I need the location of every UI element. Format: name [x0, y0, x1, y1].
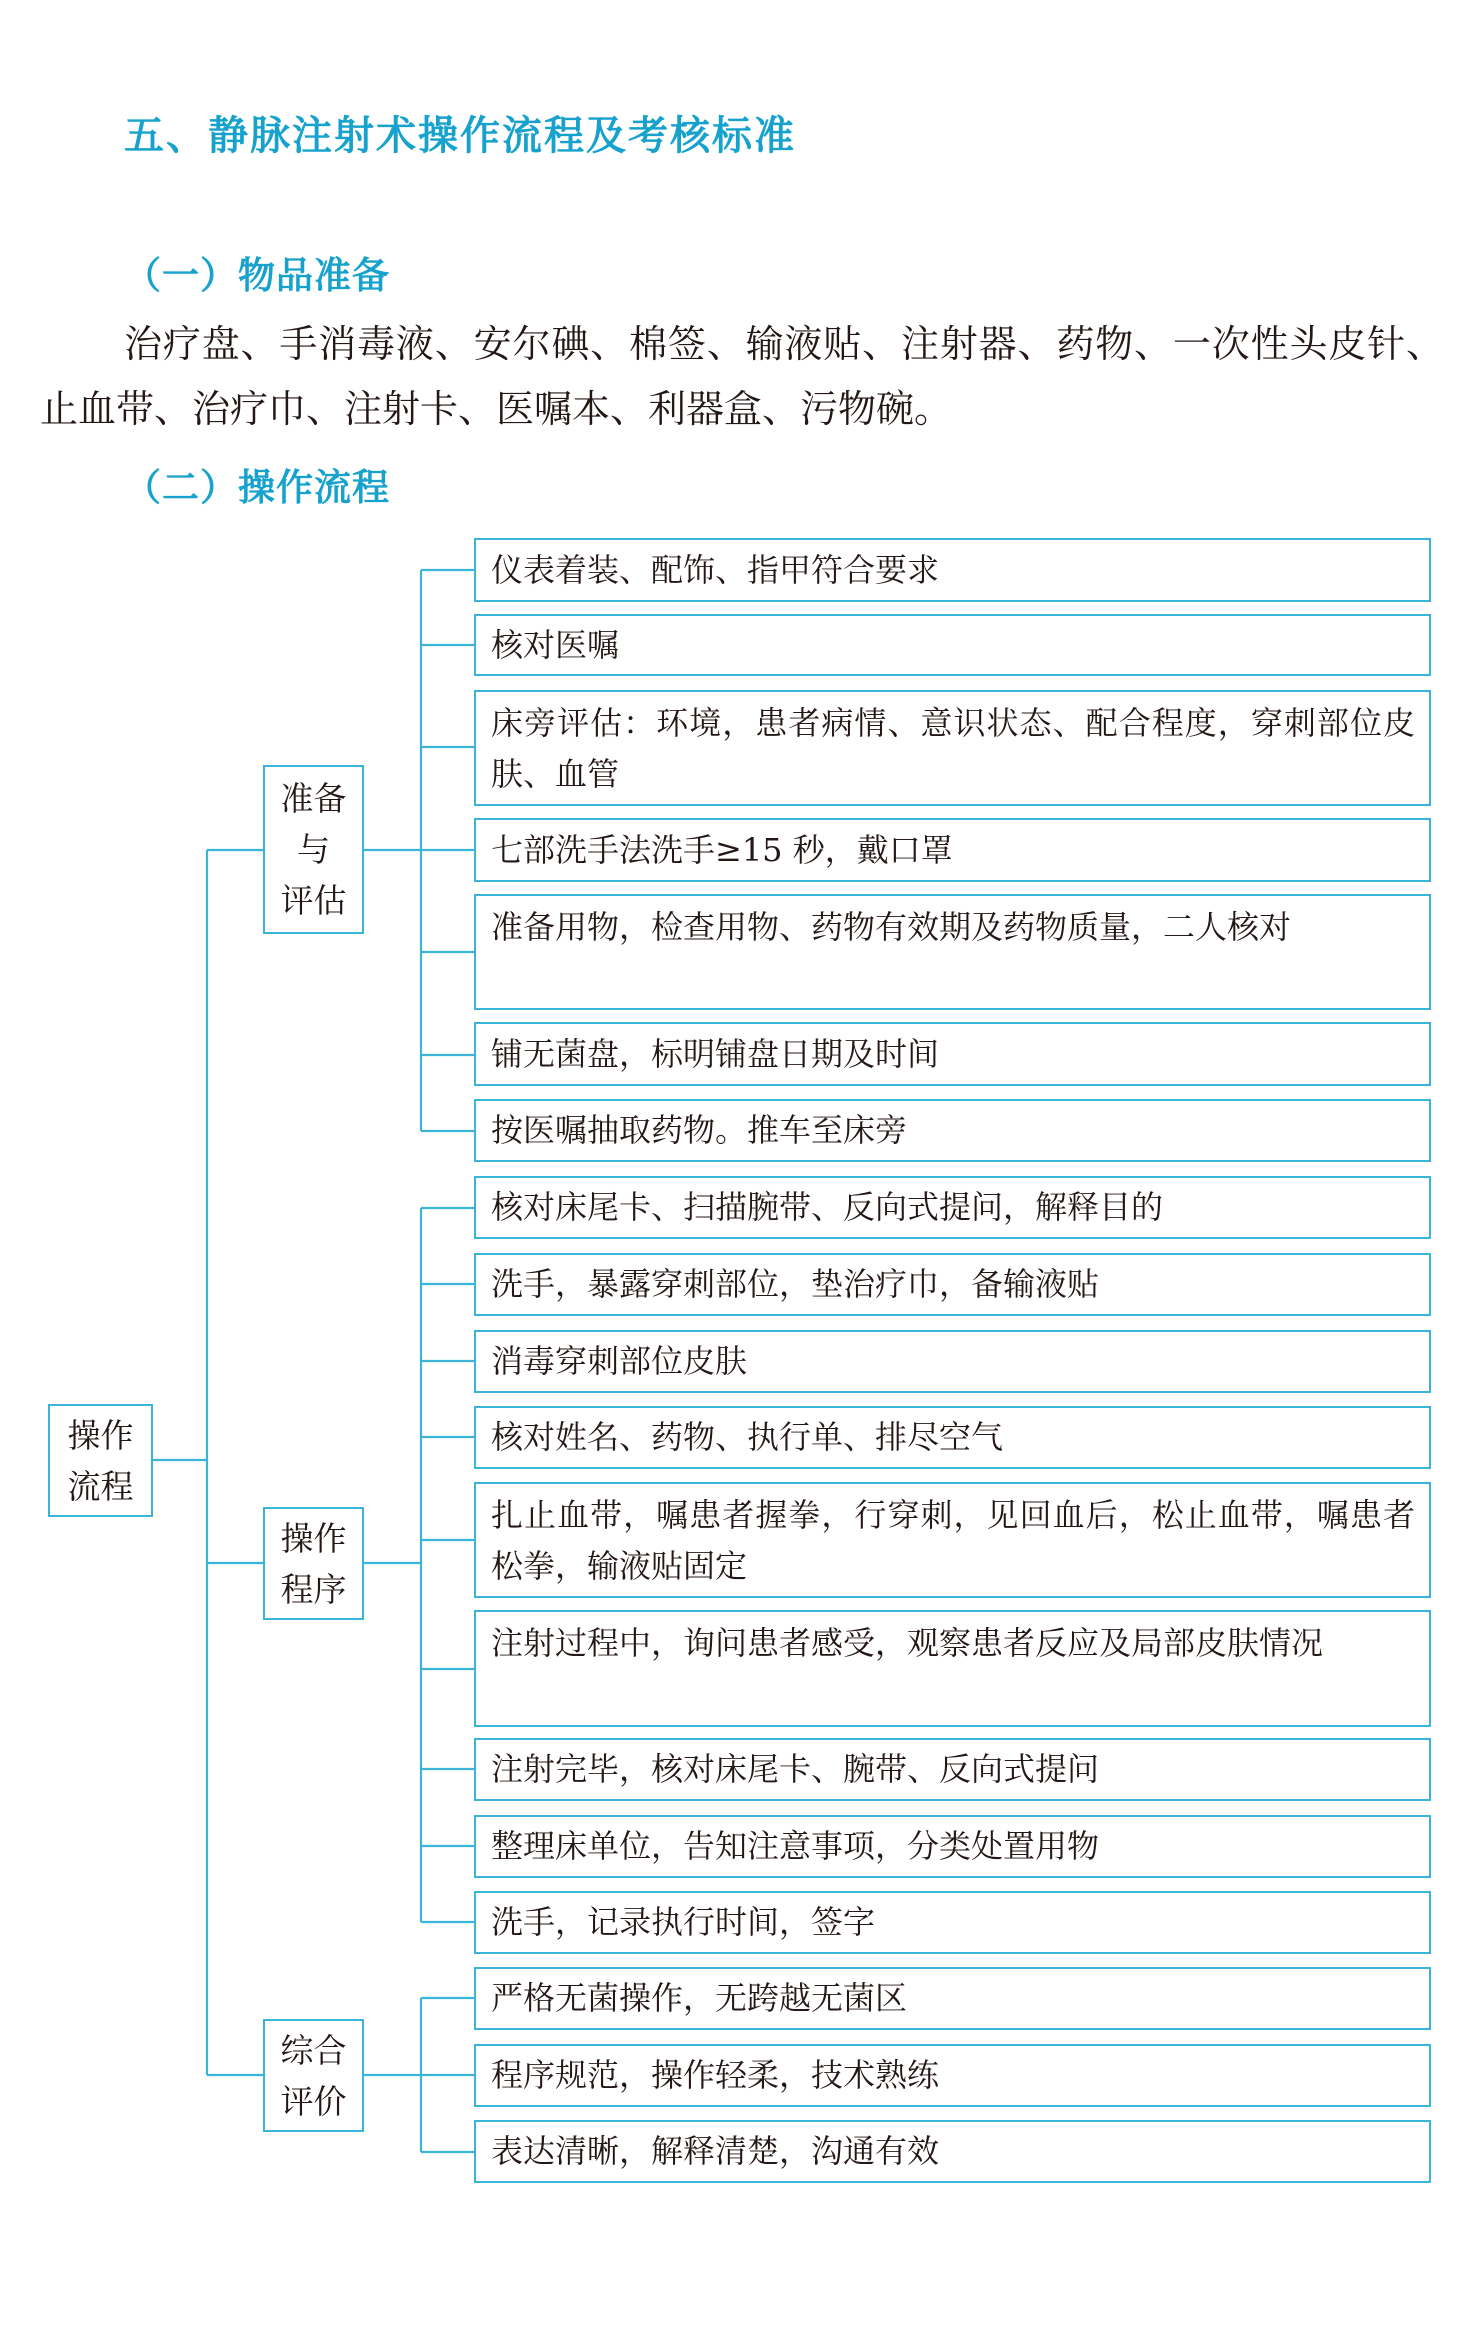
step-box: 注射完毕，核对床尾卡、腕带、反向式提问 [474, 1738, 1431, 1801]
group-label-evaluation: 综合 评价 [263, 2019, 364, 2132]
step-box: 按医嘱抽取药物。推车至床旁 [474, 1099, 1431, 1162]
step-box: 核对床尾卡、扫描腕带、反向式提问，解释目的 [474, 1176, 1431, 1239]
step-box: 扎止血带，嘱患者握拳，行穿刺，见回血后，松止血带，嘱患者松拳，输液贴固定 [474, 1482, 1431, 1598]
step-box: 核对医嘱 [474, 614, 1431, 676]
step-box: 严格无菌操作，无跨越无菌区 [474, 1967, 1431, 2030]
step-box: 洗手，暴露穿刺部位，垫治疗巾，备输液贴 [474, 1253, 1431, 1316]
step-box: 准备用物，检查用物、药物有效期及药物质量，二人核对 [474, 894, 1431, 1010]
step-box: 核对姓名、药物、执行单、排尽空气 [474, 1406, 1431, 1469]
step-box: 注射过程中，询问患者感受，观察患者反应及局部皮肤情况 [474, 1610, 1431, 1727]
items-paragraph: 治疗盘、手消毒液、安尔碘、棉签、输液贴、注射器、药物、一次性头皮针、止血带、治疗巾、注射卡、医嘱本、利器盒、污物碗。 [40, 322, 1444, 431]
step-box: 仪表着装、配饰、指甲符合要求 [474, 538, 1431, 602]
items-heading: （一）物品准备 [124, 254, 390, 297]
step-box: 程序规范，操作轻柔，技术熟练 [474, 2044, 1431, 2107]
process-heading: （二）操作流程 [124, 466, 390, 509]
section-title: 五、静脉注射术操作流程及考核标准 [124, 113, 796, 159]
group-label-prepare-assess: 准备 与 评估 [263, 765, 364, 934]
step-box: 表达清晰，解释清楚，沟通有效 [474, 2120, 1431, 2183]
step-box: 整理床单位，告知注意事项，分类处置用物 [474, 1815, 1431, 1878]
step-box: 铺无菌盘，标明铺盘日期及时间 [474, 1022, 1431, 1086]
step-box: 消毒穿刺部位皮肤 [474, 1330, 1431, 1393]
step-box: 洗手，记录执行时间，签字 [474, 1891, 1431, 1954]
group-label-procedure: 操作 程序 [263, 1507, 364, 1620]
step-box: 床旁评估：环境，患者病情、意识状态、配合程度，穿刺部位皮肤、血管 [474, 690, 1431, 806]
step-box: 七部洗手法洗手≥15 秒，戴口罩 [474, 818, 1431, 882]
root-node: 操作 流程 [48, 1404, 153, 1517]
